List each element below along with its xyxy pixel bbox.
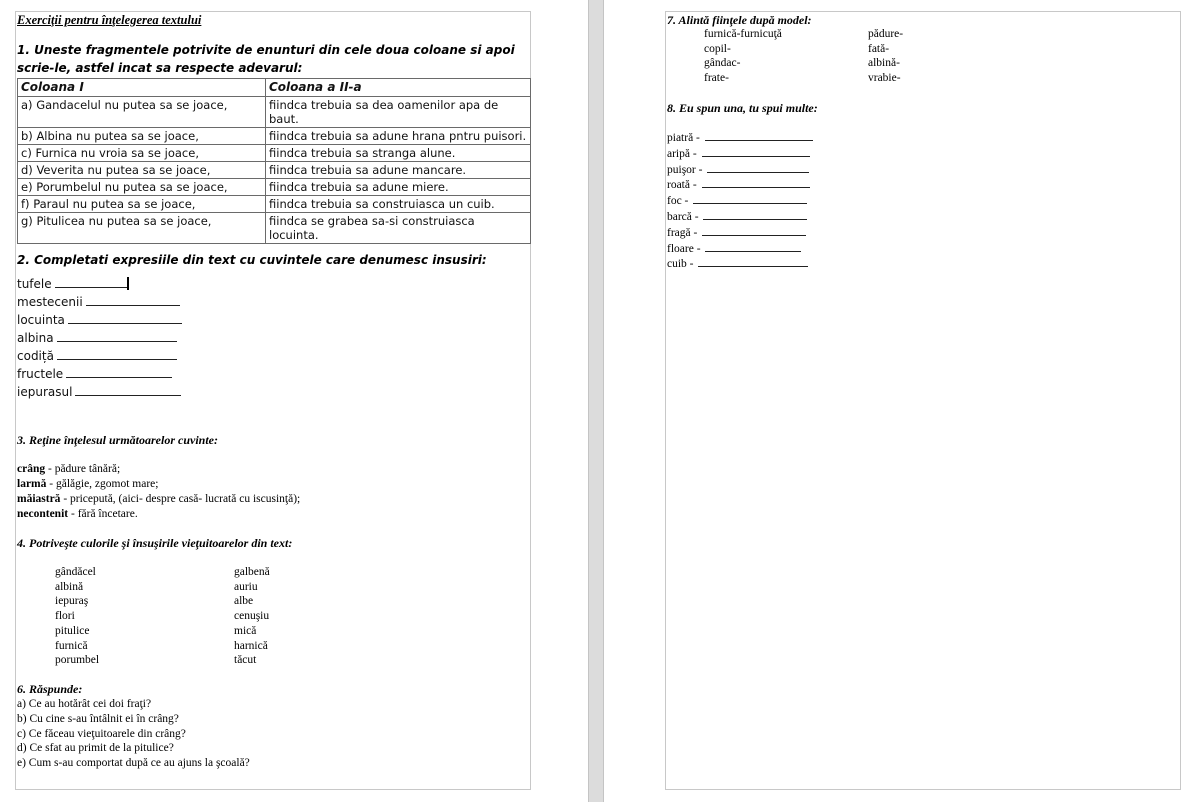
diminutive-right-column bbox=[868, 27, 903, 85]
being-item: furnică bbox=[55, 639, 88, 652]
definition-text: - fără încetare. bbox=[68, 508, 138, 520]
answer-blank[interactable] bbox=[702, 146, 810, 157]
table-cell: fiindca trebuia sa adune mancare. bbox=[266, 162, 531, 179]
fill-in-word: codiță bbox=[17, 349, 54, 363]
answer-blank[interactable] bbox=[702, 177, 810, 188]
fill-in-row bbox=[17, 365, 182, 383]
answer-blank[interactable] bbox=[86, 294, 180, 306]
table-cell: fiindca trebuia sa construiasca un cuib. bbox=[266, 196, 531, 213]
diminutive-item: albină- bbox=[868, 57, 900, 69]
table-cell: c) Furnica nu vroia sa se joace, bbox=[18, 145, 266, 162]
definition-text: - pădure tânără; bbox=[45, 463, 121, 475]
answer-blank[interactable] bbox=[707, 162, 809, 173]
plural-word: floare - bbox=[667, 242, 701, 255]
definition-text: - pricepută, (aici- despre casă- lucrată cu iscusinţă); bbox=[60, 493, 301, 505]
plural-row bbox=[667, 130, 813, 146]
exercise-8-heading: 8. Eu spun una, tu spui multe: bbox=[667, 101, 818, 115]
plural-list bbox=[667, 130, 813, 272]
table-row bbox=[18, 213, 531, 244]
plural-word: foc - bbox=[667, 195, 689, 208]
column-2-header: Coloana a II-a bbox=[266, 79, 531, 97]
document-page-1 bbox=[15, 11, 531, 790]
being-item: flori bbox=[55, 610, 75, 623]
exercise-6-heading: 6. Răspunde: bbox=[17, 682, 83, 696]
plural-word: fragă - bbox=[667, 226, 698, 239]
page-gutter bbox=[588, 0, 604, 802]
being-item: porumbel bbox=[55, 654, 100, 667]
trait-item: harnică bbox=[234, 639, 268, 652]
document-page-2 bbox=[665, 11, 1181, 790]
table-cell: d) Veverita nu putea sa se joace, bbox=[18, 162, 266, 179]
diminutive-item: vrabie- bbox=[868, 71, 901, 84]
answer-blank[interactable] bbox=[75, 384, 181, 396]
fill-in-list bbox=[17, 275, 182, 401]
plural-word: cuib - bbox=[667, 258, 694, 271]
answer-blank[interactable] bbox=[57, 348, 177, 360]
table-cell: g) Pitulicea nu putea sa se joace, bbox=[18, 213, 266, 244]
definition-text: - gălăgie, zgomot mare; bbox=[46, 478, 159, 490]
plural-word: aripă - bbox=[667, 147, 697, 160]
definition-term: necontenit bbox=[17, 508, 69, 520]
table-cell: fiindca se grabea sa-si construiasca locuinta. bbox=[266, 213, 531, 244]
plural-row bbox=[667, 241, 813, 257]
plural-row bbox=[667, 177, 813, 193]
fill-in-row bbox=[17, 311, 182, 329]
fill-in-word: albina bbox=[17, 331, 54, 345]
definition-item bbox=[17, 492, 300, 507]
definition-term: larmă bbox=[17, 478, 47, 490]
table-row bbox=[18, 196, 531, 213]
trait-item: galbenă bbox=[234, 566, 270, 578]
answer-blank[interactable] bbox=[702, 225, 806, 236]
diminutive-item: copil- bbox=[704, 42, 731, 55]
table-cell: a) Gandacelul nu putea sa se joace, bbox=[18, 97, 266, 128]
fill-in-word: tufele bbox=[17, 277, 52, 291]
table-cell: fiindca trebuia sa dea oamenilor apa de baut. bbox=[266, 97, 531, 128]
table-row bbox=[18, 97, 531, 128]
diminutive-item: furnică-furnicuţă bbox=[704, 28, 782, 40]
trait-item: cenuşiu bbox=[234, 610, 270, 623]
plural-word: puişor - bbox=[667, 163, 703, 176]
answer-blank[interactable] bbox=[68, 312, 182, 324]
fill-in-word: fructele bbox=[17, 367, 64, 381]
table-cell: fiindca trebuia sa adune miere. bbox=[266, 179, 531, 196]
table-row bbox=[18, 128, 531, 145]
fill-in-word: mestecenii bbox=[17, 295, 83, 309]
trait-item: albe bbox=[234, 595, 254, 608]
fill-in-word: locuinta bbox=[17, 313, 65, 327]
table-cell: f) Paraul nu putea sa se joace, bbox=[18, 196, 266, 213]
question-item: b) Cu cine s-au întâlnit ei în crâng? bbox=[17, 712, 179, 725]
definitions-list bbox=[17, 462, 300, 522]
table-row bbox=[18, 179, 531, 196]
plural-word: barcă - bbox=[667, 210, 699, 223]
columns-table bbox=[17, 78, 531, 244]
question-item: e) Cum s-au comportat după ce au ajuns la şcoală? bbox=[17, 757, 250, 770]
fill-in-row bbox=[17, 347, 182, 365]
fill-in-row bbox=[17, 293, 182, 311]
exercise-4-heading: 4. Potriveşte culorile şi însuşirile vieţuitoarelor din text: bbox=[17, 536, 293, 550]
fill-in-row bbox=[17, 275, 182, 293]
definition-term: măiastră bbox=[17, 493, 61, 505]
traits-column bbox=[234, 565, 270, 668]
definition-item bbox=[17, 462, 300, 477]
answer-blank[interactable] bbox=[693, 193, 807, 204]
diminutive-item: frate- bbox=[704, 71, 729, 84]
fill-in-word: iepurasul bbox=[17, 385, 73, 399]
exercise-3-heading: 3. Reţine înţelesul următoarelor cuvinte: bbox=[17, 433, 219, 447]
exercise-2-heading: 2. Completati expresiile din text cu cuvintele care denumesc insusiri: bbox=[17, 253, 487, 267]
column-1-header: Coloana I bbox=[18, 79, 266, 97]
questions-list bbox=[17, 697, 250, 771]
fill-in-row bbox=[17, 329, 182, 347]
being-item: iepuraş bbox=[55, 595, 89, 608]
being-item: gândăcel bbox=[55, 566, 96, 578]
answer-blank[interactable] bbox=[705, 130, 813, 141]
diminutive-left-column bbox=[704, 27, 782, 85]
table-row bbox=[18, 162, 531, 179]
table-row bbox=[18, 145, 531, 162]
table-cell: fiindca trebuia sa stranga alune. bbox=[266, 145, 531, 162]
answer-blank[interactable] bbox=[705, 241, 801, 252]
beings-column bbox=[55, 565, 99, 668]
exercise-7-heading: 7. Alintă fiinţele după model: bbox=[667, 13, 812, 27]
being-item: albină bbox=[55, 580, 84, 593]
table-header-row bbox=[18, 79, 531, 97]
question-item: a) Ce au hotărât cei doi fraţi? bbox=[17, 698, 152, 710]
trait-item: auriu bbox=[234, 580, 258, 593]
definition-item bbox=[17, 477, 300, 492]
fill-in-row bbox=[17, 383, 182, 401]
diminutive-item: pădure- bbox=[868, 28, 904, 40]
plural-row bbox=[667, 209, 813, 225]
plural-word: piatră - bbox=[667, 132, 700, 144]
page-title: Exerciţii pentru înţelegerea textului bbox=[17, 13, 202, 27]
trait-item: mică bbox=[234, 624, 257, 637]
answer-blank[interactable] bbox=[66, 366, 172, 378]
answer-blank[interactable] bbox=[703, 209, 807, 220]
table-cell: fiindca trebuia sa adune hrana pntru puisori. bbox=[266, 128, 531, 145]
text-cursor bbox=[127, 277, 129, 290]
being-item: pitulice bbox=[55, 624, 90, 637]
table-cell: b) Albina nu putea sa se joace, bbox=[18, 128, 266, 145]
plural-row bbox=[667, 256, 813, 272]
definition-term: crâng bbox=[17, 463, 46, 475]
plural-row bbox=[667, 225, 813, 241]
diminutive-item: fată- bbox=[868, 42, 890, 55]
plural-row bbox=[667, 162, 813, 178]
answer-blank[interactable] bbox=[55, 276, 127, 288]
question-item: c) Ce făceau vieţuitoarele din crâng? bbox=[17, 727, 186, 740]
diminutive-item: gândac- bbox=[704, 57, 741, 69]
table-cell: e) Porumbelul nu putea sa se joace, bbox=[18, 179, 266, 196]
plural-word: roată - bbox=[667, 179, 697, 192]
question-item: d) Ce sfat au primit de la pitulice? bbox=[17, 742, 174, 755]
plural-row bbox=[667, 193, 813, 209]
trait-item: tăcut bbox=[234, 654, 257, 667]
answer-blank[interactable] bbox=[698, 256, 808, 267]
plural-row bbox=[667, 146, 813, 162]
exercise-1-heading: 1. Uneste fragmentele potrivite de enunturi din cele doua coloane si apoi scrie-le, astfel incat sa respecte adevarul: bbox=[17, 43, 515, 75]
answer-blank[interactable] bbox=[57, 330, 177, 342]
definition-item bbox=[17, 507, 300, 522]
